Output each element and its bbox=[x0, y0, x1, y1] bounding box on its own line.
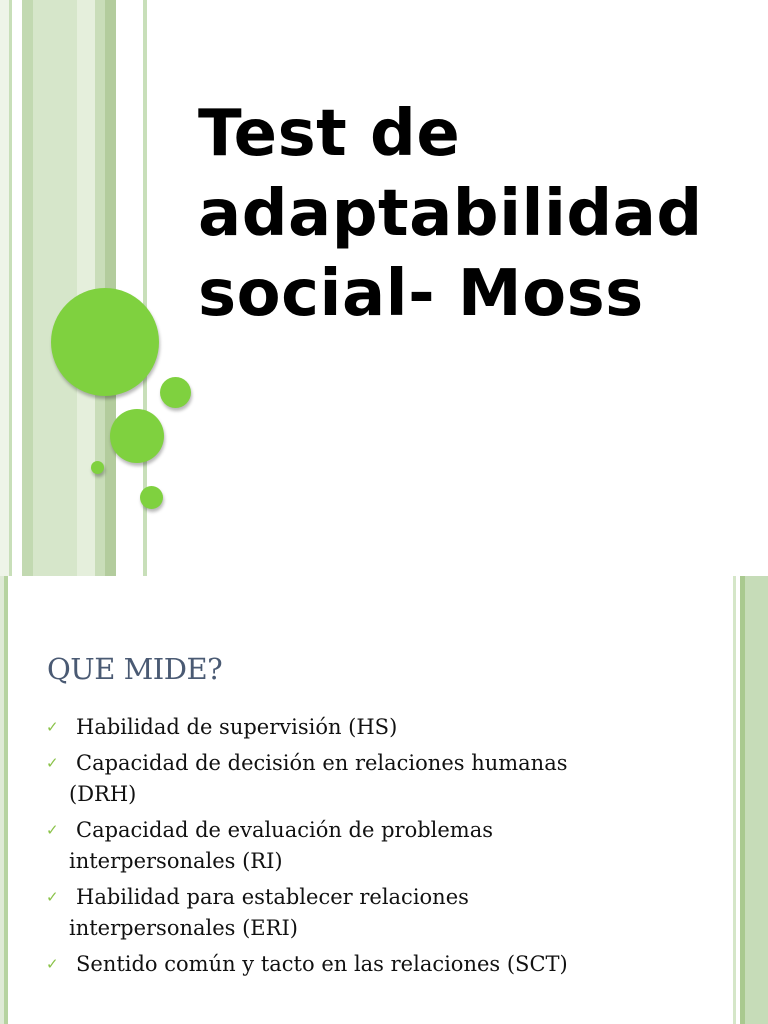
decor-stripe bbox=[4, 576, 8, 1024]
decor-stripe bbox=[77, 0, 95, 576]
checkmark-icon: ✓ bbox=[46, 821, 59, 839]
list-item-text: Habilidad para establecer relaciones bbox=[76, 885, 469, 909]
slide-title-line: Test de bbox=[198, 97, 461, 171]
checkmark-icon: ✓ bbox=[46, 718, 59, 736]
decor-stripe bbox=[9, 0, 12, 576]
decor-stripe bbox=[22, 0, 33, 576]
measures-list bbox=[44, 712, 724, 985]
list-item-text: Sentido común y tacto en las relaciones (SCT) bbox=[76, 952, 568, 976]
checkmark-icon: ✓ bbox=[46, 888, 59, 906]
list-item-text: Capacidad de evaluación de problemas bbox=[76, 818, 494, 842]
checkmark-icon: ✓ bbox=[46, 754, 59, 772]
decor-circle-tiny bbox=[91, 461, 104, 474]
list-item bbox=[44, 712, 724, 743]
slide-title-line: adaptabilidad bbox=[198, 177, 703, 251]
decor-circle-small bbox=[160, 377, 191, 408]
list-item-text-continued: interpersonales (RI) bbox=[69, 849, 283, 873]
decor-stripe bbox=[33, 0, 77, 576]
checkmark-icon: ✓ bbox=[46, 955, 59, 973]
decor-stripe bbox=[745, 576, 768, 1024]
list-item bbox=[44, 748, 724, 810]
list-item-text-continued: (DRH) bbox=[69, 782, 137, 806]
slide-title bbox=[198, 94, 703, 334]
list-item bbox=[44, 815, 724, 877]
list-item-text-continued: interpersonales (ERI) bbox=[69, 916, 298, 940]
slide-title-line: social- Moss bbox=[198, 257, 644, 331]
decor-circle-large bbox=[51, 288, 159, 396]
decor-stripe bbox=[0, 0, 9, 576]
list-item bbox=[44, 949, 724, 980]
decor-circle-medium bbox=[110, 409, 164, 463]
list-item-text: Capacidad de decisión en relaciones humanas bbox=[76, 751, 568, 775]
list-item bbox=[44, 882, 724, 944]
section-heading: QUE MIDE? bbox=[47, 652, 223, 686]
decor-stripe bbox=[733, 576, 736, 1024]
decor-circle-small bbox=[140, 486, 163, 509]
list-item-text: Habilidad de supervisión (HS) bbox=[76, 715, 398, 739]
